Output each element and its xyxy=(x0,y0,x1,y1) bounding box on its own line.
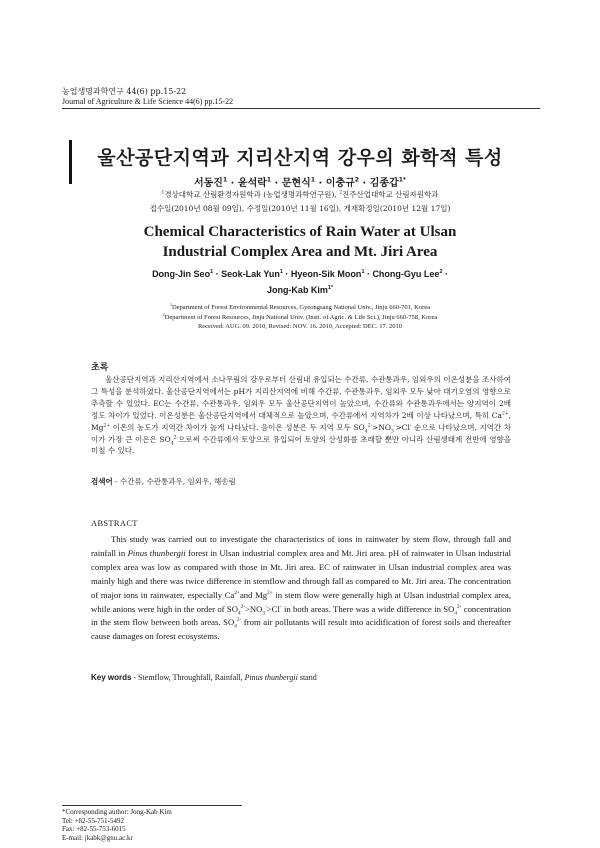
affiliation-korean: $^1$경상대학교 산림환경자원학과 (농업생명과학연구원), $^2$진주산업대학교 산림자원학과 xyxy=(161,190,439,199)
abstract-korean-heading: 초록 xyxy=(91,363,109,373)
footnote-rule xyxy=(62,805,242,806)
corresponding-tel: Tel: +82-55-751-5492 xyxy=(62,816,124,825)
author-name: 문현식 xyxy=(281,178,311,189)
author-name: 이충규 xyxy=(325,178,355,189)
author-name: 서동진 xyxy=(193,178,223,189)
title-english: Chemical Characteristics of Rain Water at Ulsan Industrial Complex Area and Mt. Jiri Area xyxy=(143,224,457,260)
author-name: Hyeon-Sik Moon xyxy=(290,269,362,279)
abstract-korean-body: 울산공단지역과 지리산지역에서 소나무림의 강우로부터 산림내 유입되는 수간류, 수관통과우, 임외우의 이온성분을 조사하여 그 특성을 분석하였다. 울산공단지역에서는 pH가 지리산지역에 비해 수간류, 수관통과우, 임외우 모두 낮아 대기오염의 영향으로 추측할 수 있었다. EC는 수간류, 수관통과우, 임외우 모두 울산공단지역이 높았으며, 수간류와 수관통과우에서는 양지역이 2배 정도 차이가 있었다. 이온성분은 울산공단지역에서 대체적으로 높았으며, 수간류에서 지역차가 2배 이상 나타났으며, 특히 $Ca^{2+}$, $Mg^{2+}$ 이온의 농도가 지역간 차이가 높게 나타났다. 음이온 성분은 두 지역 모두 $SO_4^{2-}>NO_3^->Cl^-$ 순으로 나타났으며, 지역간 차이가 가장 큰 이온은 $SO_4^{2-}$으로써 수간류에서 토양으로 유입되어 토양의 산성화를 초래할 뿐만 아니라 산림생태계 전반에 영향을 미칠 수 있다. xyxy=(91,375,511,456)
received-dates: Received: AUG. 09. 2010, Revised: NOV. 16. 2010, Accepted: DEC. 17. 2010 xyxy=(197,323,403,330)
authors-korean: 서동진$^1$ · 윤석락$^1$ · 문현식$^1$ · 이충규$^2$ · 김종갑$^{1*}$ xyxy=(193,176,407,189)
author-name: Jong-Kab Kim xyxy=(266,285,328,295)
author-name: Chong-Gyu Lee xyxy=(372,269,440,279)
keywords-label: 검색어 xyxy=(91,477,113,486)
journal-citation-ko: 농업생명과학연구 44(6) pp.15-22 xyxy=(62,87,187,96)
author-name: Dong-Jin Seo xyxy=(152,269,211,279)
author-name: 김종갑 xyxy=(369,178,399,189)
keywords-label: Key words xyxy=(91,673,132,682)
correspondence-footnote xyxy=(62,808,172,842)
authors-english: Dong-Jin Seo$^1$ · Seok-Lak Yun$^1$ · Hyeon-Sik Moon$^1$ · Chong-Gyu Lee$^2$ · Jong-Kab Kim$^{1*}$ xyxy=(152,269,448,295)
keywords-english: Key words - Stemflow, Throughfall, Rainfall, Pinus thunbergii stand xyxy=(91,673,317,682)
journal-citation-en: Journal of Agriculture & Life Science 44(6) pp.15-22 xyxy=(62,97,234,106)
corresponding-author: *Corresponding author: Jong-Kab Kim xyxy=(62,808,172,816)
author-name: Seok-Lak Yun xyxy=(221,269,280,279)
corresponding-email: E-mail: jkabk@gnu.ac.kr xyxy=(62,833,133,842)
author-name: 윤석락 xyxy=(237,178,267,189)
dates-korean: 접수일(2010년 08월 09일), 수정일(2010년 11월 16일), 게재확정일(2010년 12월 17일) xyxy=(149,204,451,213)
abstract-english-body: This study was carried out to investigate the characteristics of ions in rainwater by stem flow, through fall and rainfall in Pinus thunbergii forest in Ulsan industrial complex area and Mt. Jiri area. pH of rainwater in Ulsan industrial complex area was low as compared with those in Mt. Jiri area. EC of rainwater in Ulsan industrial complex area was mainly high and there was twice difference in stemflow and through fall as compared to Mt. Jiri area. The concentration of major ions in rainwater, especially $Ca^{2+}and$ $Mg^{2+}$ in stem flow were generally high at Ulsan industrial complex area, while anions were high in the order of $SO_4^{2-}>NO_3^->Cl^-$ in both areas. There was a wide difference in $SO_4^{2-}$ concentration in the stem flow between both areas. $SO_4^{2-}$ from air pollutants will result into acidification of forest soils and thereafter cause damages on forest ecosystems. xyxy=(91,534,512,642)
title-korean: 울산공단지역과 지리산지역 강우의 화학적 특성 xyxy=(97,147,503,169)
keywords-korean: 검색어 - 수간류, 수관통과우, 임외우, 해송림 xyxy=(91,477,236,486)
header-rule xyxy=(62,108,540,109)
corresponding-fax: Fax: +82-55-753-6015 xyxy=(62,825,126,834)
affiliation-english: $^1$Department of Forest Environmental Resources, Gyeongsang National Univ., Jinju 660-701, Korea $^2$Department of Forest Resources, Jinju National Univ. (Insti. of Agric. & Life Sci.), Jinju 660-758, Korea Received: AUG. 09. 2010, Revised: NOV. 16. 2010, Accepted: DEC. 17. 2010 xyxy=(60,303,540,332)
abstract-english-heading: ABSTRACT xyxy=(91,518,138,528)
